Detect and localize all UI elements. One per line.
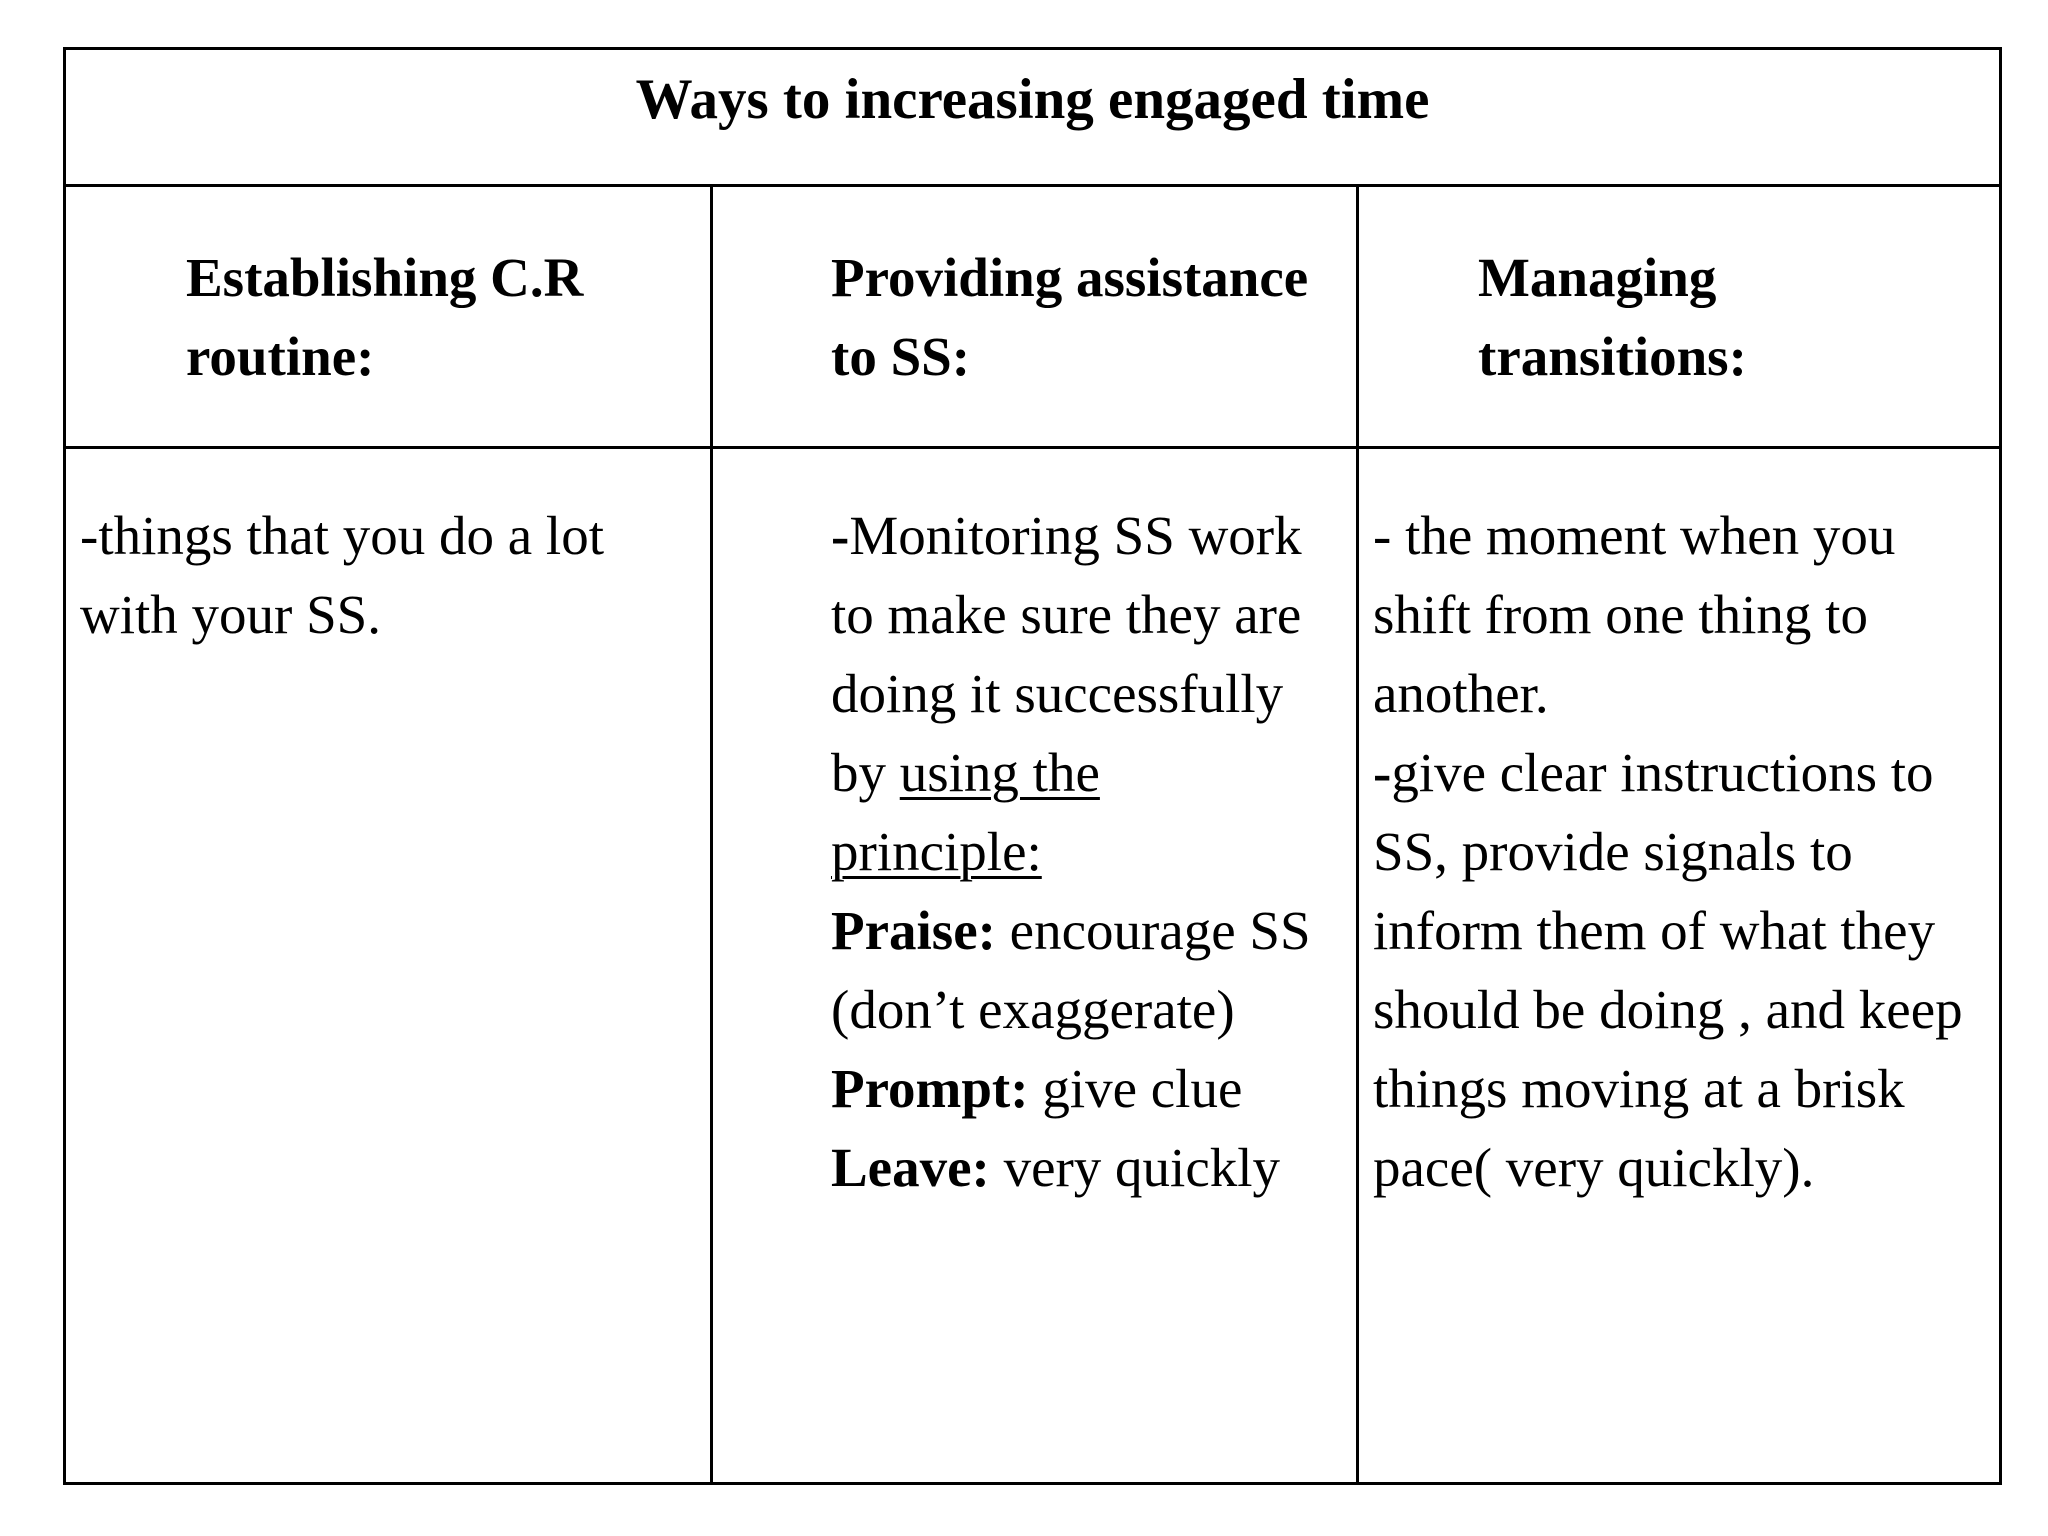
principle-link-text: principle: xyxy=(831,821,1042,882)
column-divider xyxy=(710,187,713,1482)
body-transitions: - the moment when you shift from one thing to another. -give clear instructions to SS, provide signals to inform them of what they should be doing , and keep things moving at a brisk pace( very quickly). xyxy=(1373,505,1963,1198)
list-item: Prompt: give clue xyxy=(831,1058,1243,1119)
principle-link-text: using the xyxy=(899,742,1100,803)
row-divider xyxy=(66,446,1999,449)
list-item: (don’t exaggerate) xyxy=(831,979,1235,1040)
list-item: Leave: very quickly xyxy=(831,1137,1281,1198)
heading-routine: Establishing C.R routine: xyxy=(186,247,584,387)
heading-transitions: Managing transitions: xyxy=(1478,247,1747,387)
document-table xyxy=(63,47,2002,1485)
heading-assistance: Providing assistance to SS: xyxy=(831,247,1309,387)
body-assistance: -Monitoring SS work to make sure they are doing it successfully by using the principle: Praise: encourage SS (don’t exaggerate) Prompt: give clue Leave: very quickly xyxy=(831,496,1351,1207)
table-title-row xyxy=(66,50,1999,187)
table-title: Ways to increasing engaged time xyxy=(635,68,1430,131)
body-routine: -things that you do a lot with your SS. xyxy=(80,505,604,645)
list-item: Praise: encourage SS xyxy=(831,900,1311,961)
column-divider xyxy=(1356,187,1359,1482)
